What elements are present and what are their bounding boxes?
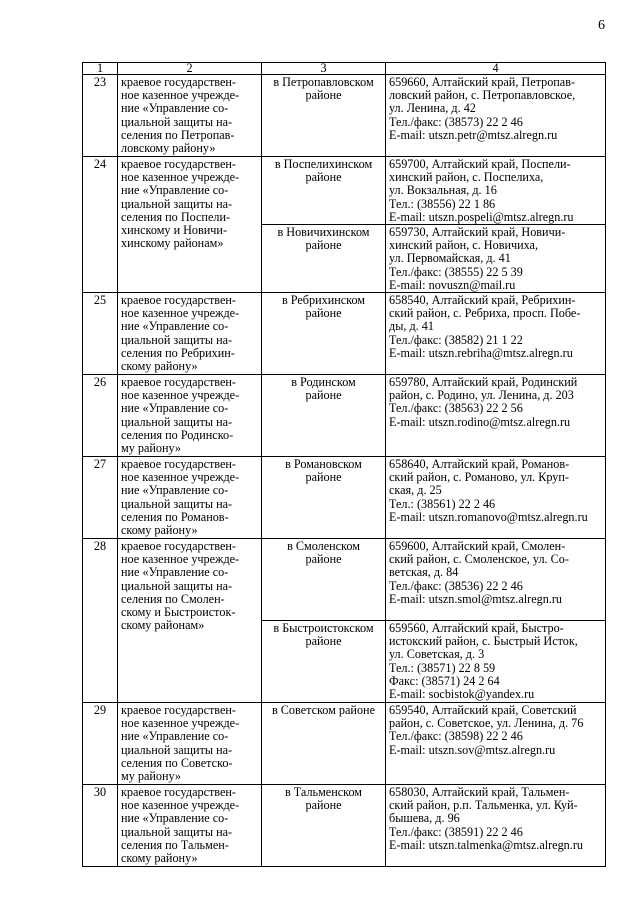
- district-cell: [262, 225, 386, 293]
- text-line: районе: [305, 170, 342, 185]
- text-line: селения по Петропав-: [121, 127, 235, 142]
- address-cell: [386, 293, 606, 375]
- text-line: ние «Управление со-: [121, 183, 229, 198]
- address-cell: [386, 457, 606, 539]
- text-line: бышева, д. 96: [389, 811, 460, 826]
- text-line: ние «Управление со-: [121, 565, 229, 580]
- table-row: [83, 157, 606, 225]
- text-line: Тел./факс: (38598) 22 2 46: [389, 729, 523, 744]
- district-cell: [262, 621, 386, 703]
- text-line: в Поспелихинском: [274, 157, 373, 171]
- text-line: скому районам»: [121, 618, 205, 633]
- institution-name: [118, 539, 262, 703]
- table-header-row: [83, 63, 606, 75]
- row-number: 30: [83, 785, 118, 867]
- text-line: E-mail: socbistok@yandex.ru: [389, 687, 535, 702]
- district-cell: [262, 539, 386, 621]
- address-cell: [386, 703, 606, 785]
- text-line: 659700, Алтайский край, Поспели-: [389, 157, 571, 171]
- institution-name: [118, 75, 262, 157]
- institution-name: [118, 703, 262, 785]
- text-line: селения по Романов-: [121, 509, 229, 524]
- text-line: селения по Тальмен-: [121, 837, 229, 852]
- text-line: район, с. Советское, ул. Ленина, д. 76: [389, 716, 584, 731]
- text-line: ловскому району»: [121, 141, 216, 156]
- text-line: ский район, с. Смоленское, ул. Со-: [389, 552, 569, 567]
- text-line: му району»: [121, 441, 181, 456]
- text-line: циальной защиты на-: [121, 742, 233, 757]
- address-cell: [386, 75, 606, 157]
- text-line: хинскому районам»: [121, 236, 224, 251]
- row-number: 29: [83, 703, 118, 785]
- text-line: краевое государствен-: [121, 703, 236, 718]
- text-line: E-mail: utszn.pospeli@mtsz.alregn.ru: [389, 209, 574, 224]
- text-line: ное казенное учрежде-: [121, 798, 240, 813]
- address-cell: [386, 375, 606, 457]
- text-line: скому району»: [121, 523, 198, 538]
- text-line: E-mail: utszn.smol@mtsz.alregn.ru: [389, 591, 563, 606]
- text-line: му району»: [121, 769, 181, 784]
- row-number: 27: [83, 457, 118, 539]
- text-line: 659600, Алтайский край, Смолен-: [389, 539, 566, 554]
- district-cell: [262, 457, 386, 539]
- text-line: Тел./факс: (38536) 22 2 46: [389, 578, 523, 593]
- text-line: скому и Быстроисток-: [121, 605, 236, 620]
- row-number: 28: [83, 539, 118, 703]
- institution-name: [118, 785, 262, 867]
- district-cell: [262, 703, 386, 785]
- text-line: ский район, р.п. Тальменка, ул. Куй-: [389, 798, 578, 813]
- text-line: E-mail: novuszn@mail.ru: [389, 277, 516, 292]
- text-line: краевое государствен-: [121, 457, 236, 472]
- column-header: 4: [386, 63, 606, 75]
- text-line: районе: [305, 238, 342, 253]
- text-line: ская, д. 25: [389, 483, 442, 498]
- text-line: Тел./факс: (38573) 22 2 46: [389, 114, 523, 129]
- text-line: хинскому и Новичи-: [121, 223, 228, 238]
- text-line: E-mail: utszn.petr@mtsz.alregn.ru: [389, 127, 558, 142]
- table-body: [83, 75, 606, 867]
- text-line: 659730, Алтайский край, Новичи-: [389, 225, 566, 240]
- text-line: краевое государствен-: [121, 157, 236, 171]
- text-line: ние «Управление со-: [121, 101, 229, 116]
- address-cell: [386, 225, 606, 293]
- text-line: E-mail: utszn.romanovo@mtsz.alregn.ru: [389, 509, 588, 524]
- table-row: [83, 539, 606, 621]
- institution-name: [118, 293, 262, 375]
- text-line: циальной защиты на-: [121, 332, 233, 347]
- table-row: [83, 293, 606, 375]
- text-line: в Новичихинском: [277, 225, 370, 240]
- text-line: E-mail: utszn.sov@mtsz.alregn.ru: [389, 742, 556, 757]
- text-line: районе: [305, 388, 342, 403]
- text-line: ул. Советская, д. 3: [389, 647, 485, 662]
- text-line: циальной защиты на-: [121, 414, 233, 429]
- text-line: ние «Управление со-: [121, 483, 229, 498]
- institution-name: [118, 375, 262, 457]
- text-line: скому району»: [121, 851, 198, 866]
- table-row: [83, 703, 606, 785]
- text-line: в Советском районе: [272, 703, 375, 718]
- text-line: ул. Первомайская, д. 41: [389, 251, 511, 266]
- address-cell: [386, 785, 606, 867]
- text-line: E-mail: utszn.rebriha@mtsz.alregn.ru: [389, 345, 573, 360]
- text-line: 659560, Алтайский край, Быстро-: [389, 621, 564, 636]
- text-line: районе: [305, 798, 342, 813]
- institution-name: [118, 157, 262, 293]
- district-cell: [262, 375, 386, 457]
- text-line: ние «Управление со-: [121, 319, 229, 334]
- text-line: 659540, Алтайский край, Советский: [389, 703, 577, 718]
- text-line: ние «Управление со-: [121, 401, 229, 416]
- text-line: ул. Вокзальная, д. 16: [389, 183, 497, 198]
- institution-name: [118, 457, 262, 539]
- column-header: 3: [262, 63, 386, 75]
- text-line: циальной защиты на-: [121, 114, 233, 129]
- text-line: ное казенное учрежде-: [121, 306, 240, 321]
- text-line: краевое государствен-: [121, 375, 236, 390]
- text-line: Тел.: (38556) 22 1 86: [389, 196, 496, 211]
- text-line: селения по Поспели-: [121, 209, 231, 224]
- text-line: хинский район, с. Поспелиха,: [389, 170, 544, 185]
- text-line: циальной защиты на-: [121, 196, 233, 211]
- row-number: 24: [83, 157, 118, 293]
- text-line: ский район, с. Ребриха, просп. Побе-: [389, 306, 581, 321]
- district-cell: [262, 157, 386, 225]
- address-cell: [386, 157, 606, 225]
- text-line: краевое государствен-: [121, 293, 236, 308]
- table-row: [83, 375, 606, 457]
- text-line: краевое государствен-: [121, 75, 236, 89]
- text-line: Факс: (38571) 24 2 64: [389, 673, 500, 688]
- text-line: район, с. Родино, ул. Ленина, д. 203: [389, 388, 574, 403]
- text-line: ветская, д. 84: [389, 565, 459, 580]
- text-line: селения по Ребрихин-: [121, 345, 235, 360]
- table-row: [83, 457, 606, 539]
- text-line: истокский район, с. Быстрый Исток,: [389, 634, 578, 649]
- text-line: краевое государствен-: [121, 539, 236, 554]
- text-line: ное казенное учрежде-: [121, 716, 240, 731]
- text-line: ды, д. 41: [389, 319, 434, 334]
- text-line: в Родинском: [291, 375, 356, 390]
- text-line: в Тальменском: [284, 785, 363, 800]
- text-line: ное казенное учрежде-: [121, 388, 240, 403]
- district-cell: [262, 293, 386, 375]
- text-line: селения по Смолен-: [121, 591, 225, 606]
- text-line: селения по Советско-: [121, 755, 233, 770]
- text-line: районе: [305, 88, 342, 103]
- text-line: Тел./факс: (38555) 22 5 39: [389, 264, 523, 279]
- text-line: 659780, Алтайский край, Родинский: [389, 375, 578, 390]
- text-line: в Петропавловском: [273, 75, 374, 89]
- text-line: районе: [305, 470, 342, 485]
- text-line: в Быстроистокском: [273, 621, 374, 636]
- text-line: районе: [305, 552, 342, 567]
- text-line: хинский район, с. Новичиха,: [389, 238, 539, 253]
- column-header: 2: [118, 63, 262, 75]
- text-line: ное казенное учрежде-: [121, 88, 240, 103]
- row-number: 26: [83, 375, 118, 457]
- text-line: в Смоленском: [287, 539, 360, 554]
- table-row: [83, 785, 606, 867]
- text-line: E-mail: utszn.rodino@mtsz.alregn.ru: [389, 414, 571, 429]
- row-number: 23: [83, 75, 118, 157]
- text-line: ловский район, с. Петропавловское,: [389, 88, 576, 103]
- text-line: 658540, Алтайский край, Ребрихин-: [389, 293, 576, 308]
- address-cell: [386, 621, 606, 703]
- text-line: ное казенное учрежде-: [121, 470, 240, 485]
- text-line: циальной защиты на-: [121, 496, 233, 511]
- district-cell: [262, 785, 386, 867]
- text-line: Тел.: (38571) 22 8 59: [389, 660, 496, 675]
- text-line: краевое государствен-: [121, 785, 236, 800]
- text-line: районе: [305, 634, 342, 649]
- row-number: 25: [83, 293, 118, 375]
- text-line: в Романовском: [285, 457, 362, 472]
- table-row: [83, 75, 606, 157]
- text-line: Тел.: (38561) 22 2 46: [389, 496, 496, 511]
- text-line: 658640, Алтайский край, Романов-: [389, 457, 570, 472]
- text-line: циальной защиты на-: [121, 824, 233, 839]
- text-line: в Ребрихинском: [281, 293, 366, 308]
- institutions-table: [82, 62, 606, 867]
- text-line: ский район, с. Романово, ул. Круп-: [389, 470, 569, 485]
- text-line: селения по Родинско-: [121, 427, 234, 442]
- text-line: ние «Управление со-: [121, 811, 229, 826]
- text-line: ное казенное учрежде-: [121, 552, 240, 567]
- text-line: Тел./факс: (38563) 22 2 56: [389, 401, 523, 416]
- text-line: Тел./факс: (38582) 21 1 22: [389, 332, 523, 347]
- text-line: E-mail: utszn.talmenka@mtsz.alregn.ru: [389, 837, 583, 852]
- text-line: ное казенное учрежде-: [121, 170, 240, 185]
- district-cell: [262, 75, 386, 157]
- text-line: 659660, Алтайский край, Петропав-: [389, 75, 576, 89]
- text-line: скому району»: [121, 359, 198, 374]
- address-cell: [386, 539, 606, 621]
- text-line: 658030, Алтайский край, Тальмен-: [389, 785, 570, 800]
- page-number: 6: [598, 18, 605, 33]
- text-line: Тел./факс: (38591) 22 2 46: [389, 824, 523, 839]
- column-header: 1: [83, 63, 118, 75]
- text-line: циальной защиты на-: [121, 578, 233, 593]
- text-line: ние «Управление со-: [121, 729, 229, 744]
- text-line: районе: [305, 306, 342, 321]
- text-line: ул. Ленина, д. 42: [389, 101, 476, 116]
